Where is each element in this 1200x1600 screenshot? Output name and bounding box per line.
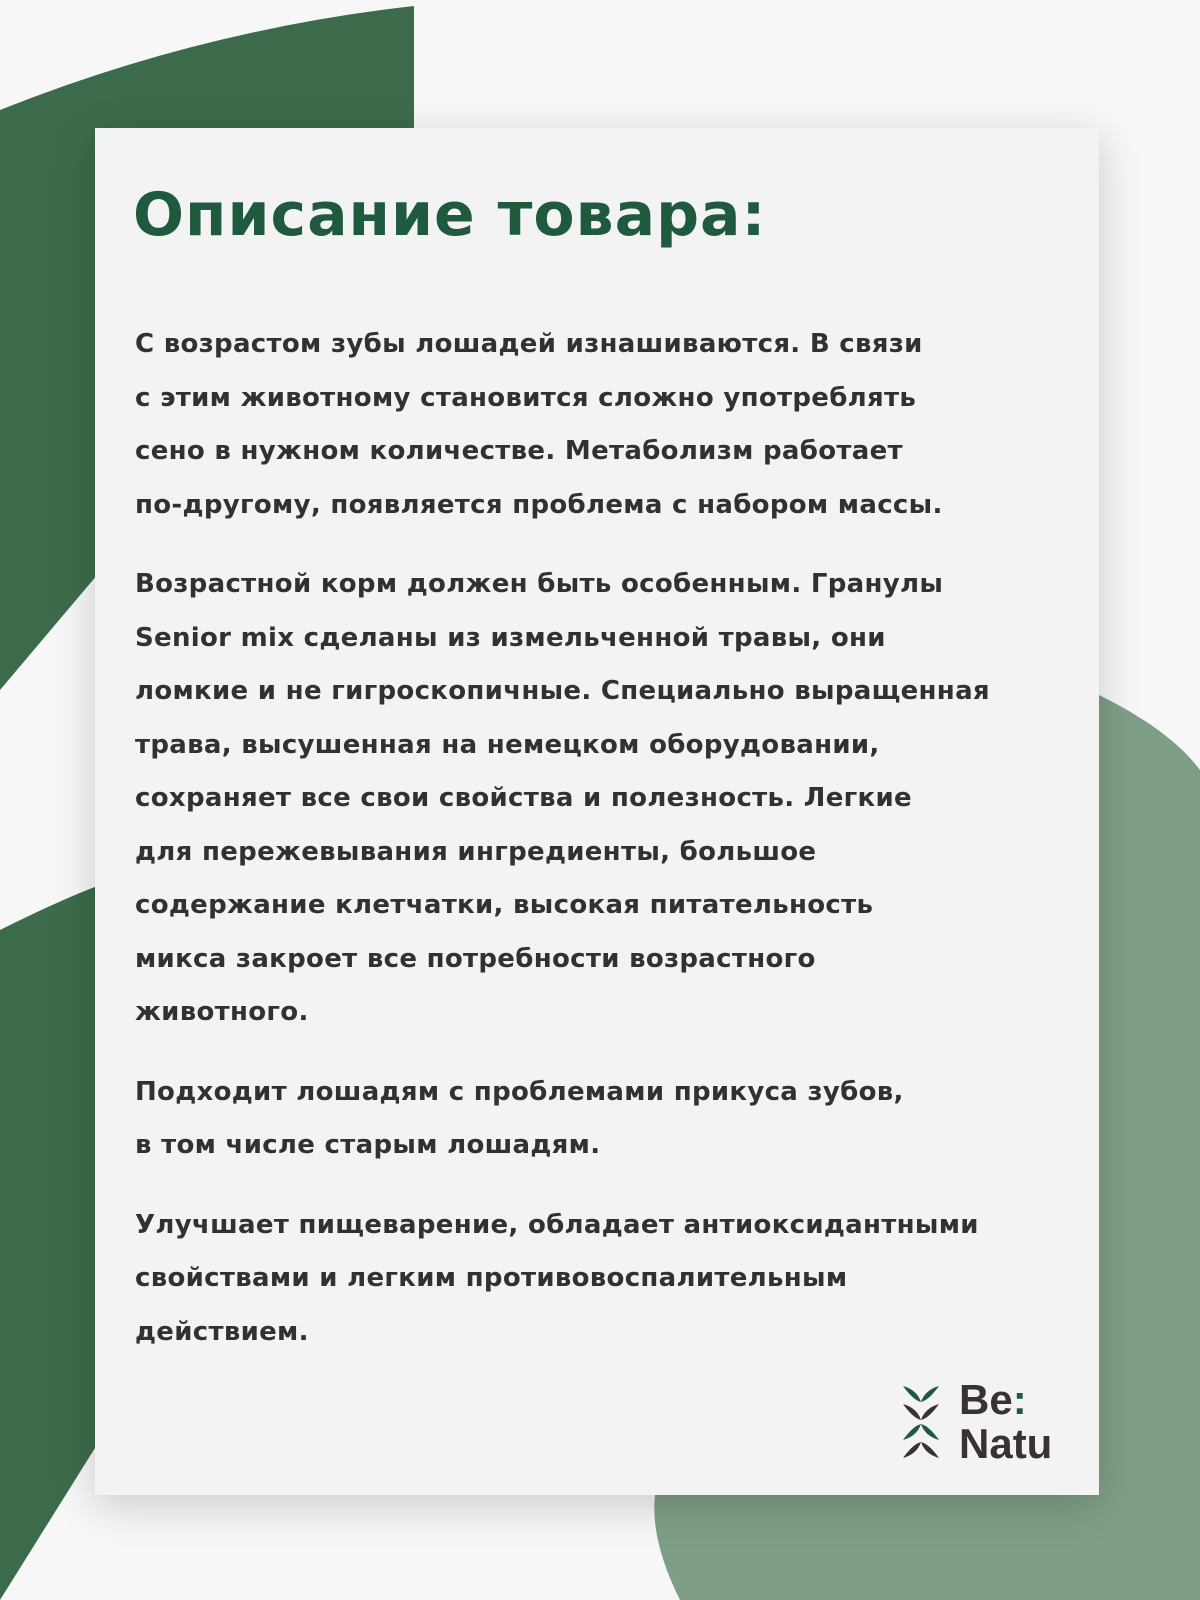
paragraph-1 xyxy=(135,318,1075,532)
text-line: С возрастом зубы лошадей изнашиваются. В связи xyxy=(135,329,923,359)
text-line: по-другому, появляется проблема с набором массы. xyxy=(135,489,943,520)
page-title: Описание товара: xyxy=(133,180,767,250)
text-line: свойствами и легким противовоспалительным xyxy=(135,1263,848,1293)
text-line: животного. xyxy=(135,997,309,1027)
brand-name xyxy=(959,1378,1052,1466)
text-line: трава, высушенная на немецком оборудовании, xyxy=(135,729,880,760)
brand-line-2: Natu xyxy=(959,1420,1053,1467)
text-line: Возрастной корм должен быть особенным. Гранулы xyxy=(135,569,944,599)
text-line: в том числе старым лошадям. xyxy=(135,1130,601,1160)
leaf-logo-icon xyxy=(901,1384,941,1460)
text-line: сено в нужном количестве. Метаболизм работает xyxy=(135,436,903,466)
brand-colon: : xyxy=(1012,1376,1027,1423)
brand-logo xyxy=(901,1378,1052,1466)
text-line: ломкие и не гигроскопичные. Специально выращенная xyxy=(135,676,990,706)
paragraph-4 xyxy=(135,1199,1075,1360)
product-description-card xyxy=(95,128,1099,1495)
text-line: Подходит лошадям с проблемами прикуса зубов, xyxy=(135,1076,904,1107)
text-line: Улучшает пищеварение, обладает антиоксидантными xyxy=(135,1209,979,1240)
text-line: для пережевывания ингредиенты, большое xyxy=(135,836,817,867)
description-body xyxy=(135,318,1075,1385)
text-line: действием. xyxy=(135,1316,309,1347)
text-line: Senior mix сделаны из измельченной травы, они xyxy=(135,622,886,653)
brand-line-1: Be xyxy=(959,1376,1013,1423)
paragraph-3 xyxy=(135,1066,1075,1173)
paragraph-2 xyxy=(135,558,1075,1040)
text-line: микса закроет все потребности возрастного xyxy=(135,943,816,974)
dark-green-band-left xyxy=(0,885,100,1600)
text-line: содержание клетчатки, высокая питательность xyxy=(135,890,874,920)
text-line: с этим животному становится сложно употреблять xyxy=(135,382,917,413)
text-line: сохраняет все свои свойства и полезность. Легкие xyxy=(135,783,912,813)
